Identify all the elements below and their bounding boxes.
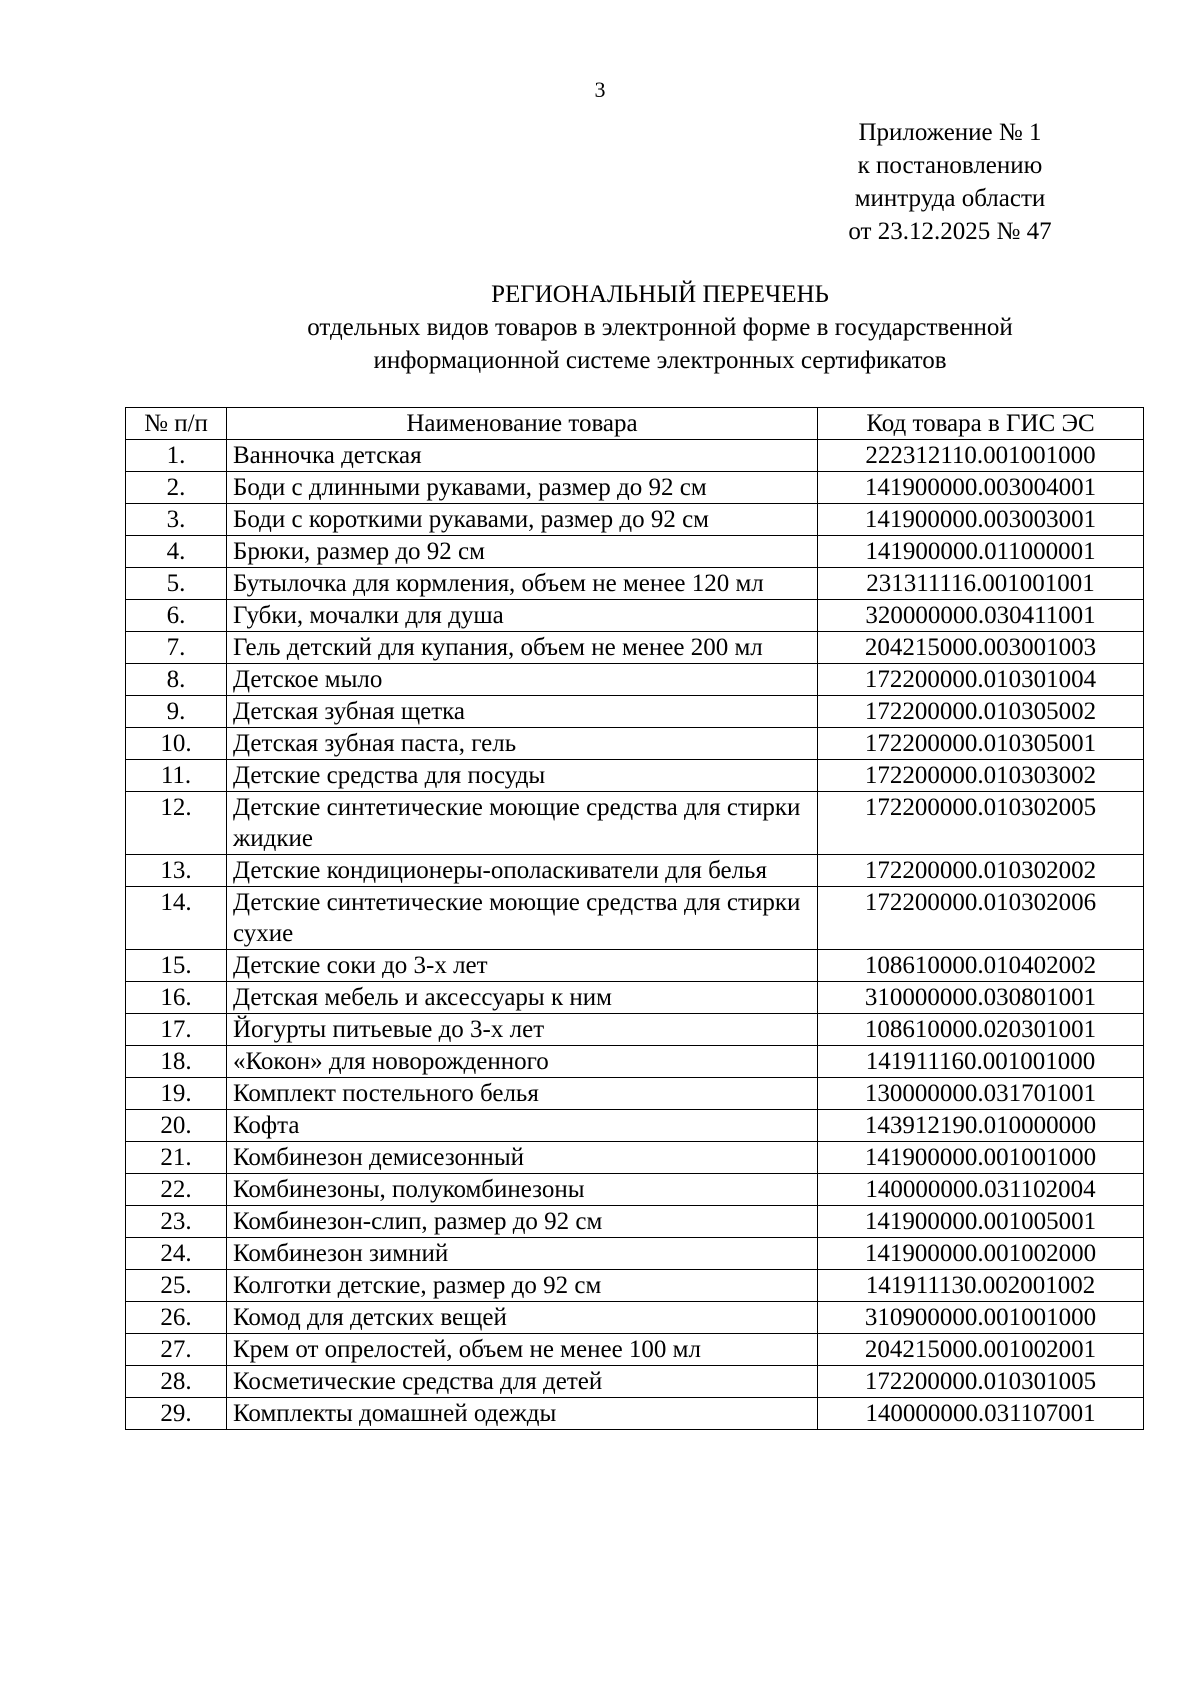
row-product-name: Комплект постельного белья bbox=[227, 1078, 818, 1110]
title-line: РЕГИОНАЛЬНЫЙ ПЕРЕЧЕНЬ bbox=[491, 281, 829, 308]
appendix-line: Приложение № 1 bbox=[858, 119, 1042, 146]
row-number: 25. bbox=[126, 1270, 227, 1302]
row-product-code: 172200000.010301005 bbox=[818, 1366, 1144, 1398]
row-product-code: 172200000.010302002 bbox=[818, 855, 1144, 887]
row-product-code: 141900000.003004001 bbox=[818, 472, 1144, 504]
row-product-name: Колготки детские, размер до 92 см bbox=[227, 1270, 818, 1302]
table-row bbox=[126, 1334, 1144, 1366]
row-product-name: Крем от опрелостей, объем не менее 100 мл bbox=[227, 1334, 818, 1366]
row-number: 21. bbox=[126, 1142, 227, 1174]
row-number: 2. bbox=[126, 472, 227, 504]
row-product-name: Комбинезон зимний bbox=[227, 1238, 818, 1270]
header-name: Наименование товара bbox=[227, 408, 818, 440]
row-number: 26. bbox=[126, 1302, 227, 1334]
appendix-line: к постановлению bbox=[857, 152, 1043, 179]
row-product-name: Детская мебель и аксессуары к ним bbox=[227, 982, 818, 1014]
row-number: 17. bbox=[126, 1014, 227, 1046]
goods-table bbox=[125, 407, 1144, 1430]
row-product-code: 141900000.003003001 bbox=[818, 504, 1144, 536]
document-title bbox=[170, 278, 1150, 377]
row-product-code: 141900000.001001000 bbox=[818, 1142, 1144, 1174]
table-row bbox=[126, 632, 1144, 664]
row-number: 8. bbox=[126, 664, 227, 696]
table-row bbox=[126, 536, 1144, 568]
table-row bbox=[126, 855, 1144, 887]
row-number: 23. bbox=[126, 1206, 227, 1238]
row-number: 12. bbox=[126, 792, 227, 855]
appendix-line: минтруда области bbox=[854, 185, 1046, 212]
row-product-name: Комод для детских вещей bbox=[227, 1302, 818, 1334]
table-row bbox=[126, 600, 1144, 632]
row-product-name: Косметические средства для детей bbox=[227, 1366, 818, 1398]
row-number: 24. bbox=[126, 1238, 227, 1270]
table-row bbox=[126, 1366, 1144, 1398]
row-product-code: 141911160.001001000 bbox=[818, 1046, 1144, 1078]
row-number: 1. bbox=[126, 440, 227, 472]
row-product-code: 140000000.031107001 bbox=[818, 1398, 1144, 1430]
subtitle-line: отдельных видов товаров в электронной форме в государственной bbox=[307, 314, 1013, 341]
page-number: 3 bbox=[594, 77, 606, 102]
table-row bbox=[126, 696, 1144, 728]
subtitle-line: информационной системе электронных сертификатов bbox=[373, 347, 947, 374]
table-row bbox=[126, 440, 1144, 472]
row-product-code: 222312110.001001000 bbox=[818, 440, 1144, 472]
row-product-code: 231311116.001001001 bbox=[818, 568, 1144, 600]
row-product-code: 172200000.010302005 bbox=[818, 792, 1144, 855]
table-row bbox=[126, 728, 1144, 760]
row-product-code: 310000000.030801001 bbox=[818, 982, 1144, 1014]
row-product-code: 172200000.010301004 bbox=[818, 664, 1144, 696]
row-product-code: 204215000.001002001 bbox=[818, 1334, 1144, 1366]
row-product-code: 320000000.030411001 bbox=[818, 600, 1144, 632]
table-row bbox=[126, 887, 1144, 950]
table-row bbox=[126, 982, 1144, 1014]
row-product-code: 172200000.010305001 bbox=[818, 728, 1144, 760]
row-number: 15. bbox=[126, 950, 227, 982]
table-row bbox=[126, 568, 1144, 600]
row-product-code: 172200000.010302006 bbox=[818, 887, 1144, 950]
row-product-name: Комбинезоны, полукомбинезоны bbox=[227, 1174, 818, 1206]
table-header-row bbox=[126, 408, 1144, 440]
row-number: 5. bbox=[126, 568, 227, 600]
row-product-name: Детские средства для посуды bbox=[227, 760, 818, 792]
row-number: 6. bbox=[126, 600, 227, 632]
appendix-header bbox=[800, 116, 1100, 248]
row-number: 3. bbox=[126, 504, 227, 536]
row-product-code: 310900000.001001000 bbox=[818, 1302, 1144, 1334]
table-row bbox=[126, 664, 1144, 696]
row-product-code: 204215000.003001003 bbox=[818, 632, 1144, 664]
row-number: 29. bbox=[126, 1398, 227, 1430]
table-row bbox=[126, 472, 1144, 504]
table-row bbox=[126, 760, 1144, 792]
row-number: 16. bbox=[126, 982, 227, 1014]
row-product-name: Губки, мочалки для душа bbox=[227, 600, 818, 632]
table-row bbox=[126, 1174, 1144, 1206]
row-number: 28. bbox=[126, 1366, 227, 1398]
row-product-name: Боди с длинными рукавами, размер до 92 см bbox=[227, 472, 818, 504]
row-product-code: 130000000.031701001 bbox=[818, 1078, 1144, 1110]
row-number: 7. bbox=[126, 632, 227, 664]
row-product-name: Комплекты домашней одежды bbox=[227, 1398, 818, 1430]
row-product-code: 108610000.010402002 bbox=[818, 950, 1144, 982]
row-product-name: Кофта bbox=[227, 1110, 818, 1142]
table-row bbox=[126, 950, 1144, 982]
row-number: 11. bbox=[126, 760, 227, 792]
table-body bbox=[126, 440, 1144, 1430]
row-number: 20. bbox=[126, 1110, 227, 1142]
table-row bbox=[126, 1398, 1144, 1430]
appendix-line: от 23.12.2025 № 47 bbox=[848, 218, 1052, 245]
row-product-name: Гель детский для купания, объем не менее 200 мл bbox=[227, 632, 818, 664]
table-row bbox=[126, 1206, 1144, 1238]
row-product-code: 108610000.020301001 bbox=[818, 1014, 1144, 1046]
row-product-name: Детские синтетические моющие средства для стирки жидкие bbox=[227, 792, 818, 855]
row-product-code: 172200000.010303002 bbox=[818, 760, 1144, 792]
row-product-code: 141900000.011000001 bbox=[818, 536, 1144, 568]
row-product-name: Комбинезон демисезонный bbox=[227, 1142, 818, 1174]
row-product-name: Боди с короткими рукавами, размер до 92 см bbox=[227, 504, 818, 536]
row-product-name: Детские соки до 3-х лет bbox=[227, 950, 818, 982]
row-number: 18. bbox=[126, 1046, 227, 1078]
row-product-name: Йогурты питьевые до 3-х лет bbox=[227, 1014, 818, 1046]
row-number: 14. bbox=[126, 887, 227, 950]
row-product-code: 141900000.001002000 bbox=[818, 1238, 1144, 1270]
table-row bbox=[126, 1110, 1144, 1142]
row-number: 10. bbox=[126, 728, 227, 760]
row-number: 19. bbox=[126, 1078, 227, 1110]
header-number: № п/п bbox=[126, 408, 227, 440]
row-product-name: Комбинезон-слип, размер до 92 см bbox=[227, 1206, 818, 1238]
table-row bbox=[126, 1238, 1144, 1270]
row-product-name: Ванночка детская bbox=[227, 440, 818, 472]
row-product-name: Детское мыло bbox=[227, 664, 818, 696]
row-product-name: Детские синтетические моющие средства для стирки сухие bbox=[227, 887, 818, 950]
row-number: 27. bbox=[126, 1334, 227, 1366]
table-row bbox=[126, 1014, 1144, 1046]
table-row bbox=[126, 792, 1144, 855]
row-product-name: Бутылочка для кормления, объем не менее 120 мл bbox=[227, 568, 818, 600]
table-row bbox=[126, 1046, 1144, 1078]
table-row bbox=[126, 1302, 1144, 1334]
row-product-name: Детские кондиционеры-ополаскиватели для белья bbox=[227, 855, 818, 887]
row-product-code: 141900000.001005001 bbox=[818, 1206, 1144, 1238]
table-row bbox=[126, 504, 1144, 536]
header-code: Код товара в ГИС ЭС bbox=[818, 408, 1144, 440]
row-number: 13. bbox=[126, 855, 227, 887]
table-row bbox=[126, 1142, 1144, 1174]
table-row bbox=[126, 1078, 1144, 1110]
row-number: 9. bbox=[126, 696, 227, 728]
row-number: 4. bbox=[126, 536, 227, 568]
row-product-code: 143912190.010000000 bbox=[818, 1110, 1144, 1142]
row-number: 22. bbox=[126, 1174, 227, 1206]
row-product-code: 172200000.010305002 bbox=[818, 696, 1144, 728]
row-product-name: «Кокон» для новорожденного bbox=[227, 1046, 818, 1078]
row-product-name: Брюки, размер до 92 см bbox=[227, 536, 818, 568]
row-product-name: Детская зубная щетка bbox=[227, 696, 818, 728]
row-product-code: 140000000.031102004 bbox=[818, 1174, 1144, 1206]
row-product-code: 141911130.002001002 bbox=[818, 1270, 1144, 1302]
row-product-name: Детская зубная паста, гель bbox=[227, 728, 818, 760]
table-row bbox=[126, 1270, 1144, 1302]
